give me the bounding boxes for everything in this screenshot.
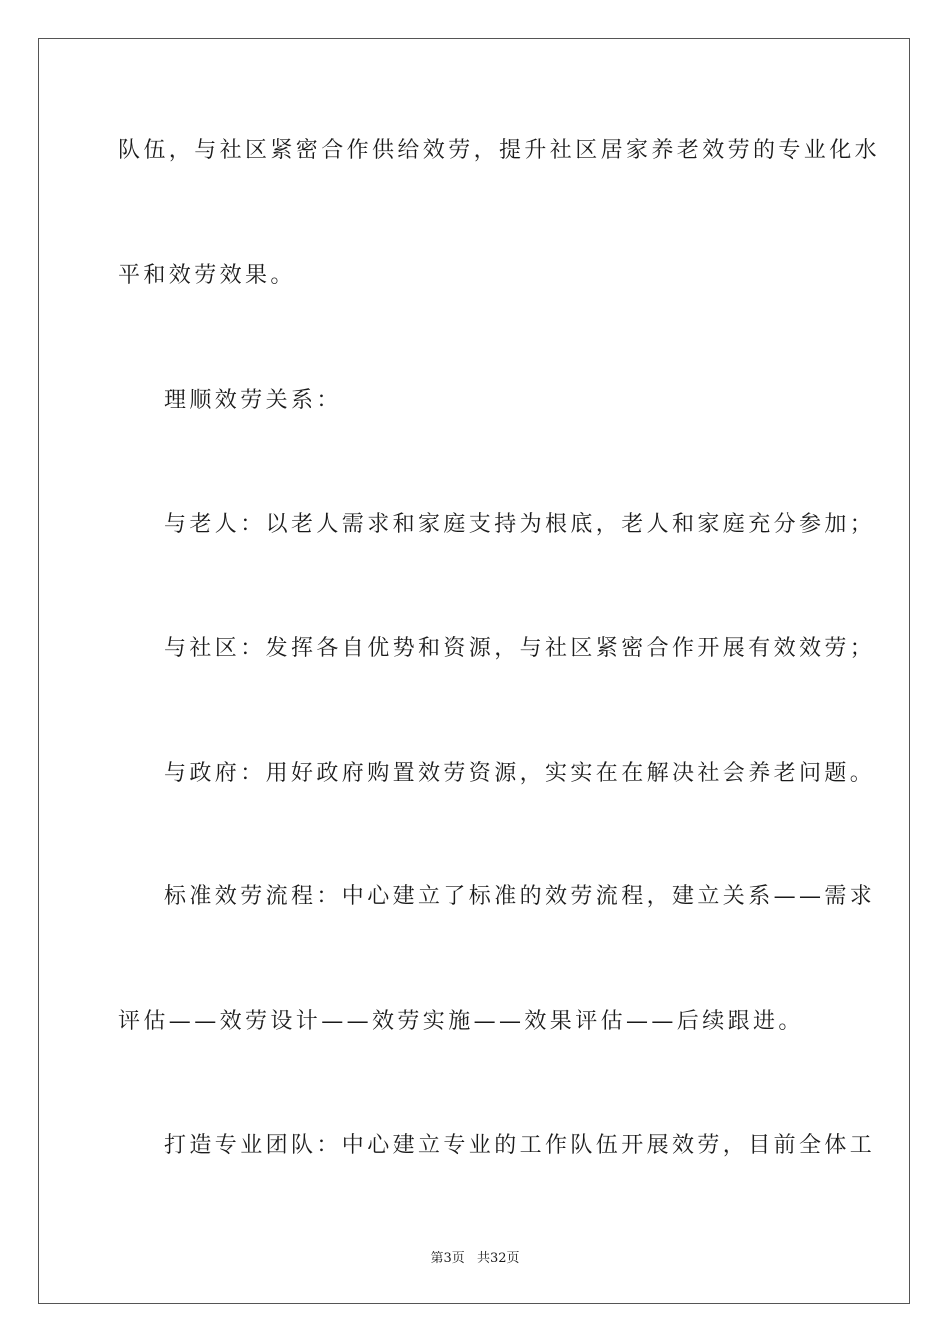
paragraph-line-7: 标准效劳流程：中心建立了标准的效劳流程，建立关系——需求 [164,884,876,909]
page-number: 第3页 [430,1251,465,1266]
paragraph-line-1: 队伍，与社区紧密合作供给效劳，提升社区居家养老效劳的专业化水 [118,138,881,163]
paragraph-line-2: 平和效劳效果。 [118,263,296,288]
paragraph-line-3: 理顺效劳关系： [164,388,342,413]
paragraph-line-5: 与社区：发挥各自优势和资源，与社区紧密合作开展有效效劳； [164,636,876,661]
page-footer [0,1247,950,1266]
paragraph-line-4: 与老人：以老人需求和家庭支持为根底，老人和家庭充分参加； [164,512,876,537]
paragraph-line-6: 与政府：用好政府购置效劳资源，实实在在解决社会养老问题。 [164,761,876,786]
paragraph-line-8: 评估——效劳设计——效劳实施——效果评估——后续跟进。 [118,1009,804,1034]
page-frame [38,38,910,1304]
paragraph-line-9: 打造专业团队：中心建立专业的工作队伍开展效劳，目前全体工 [164,1133,876,1158]
page-total: 共32页 [476,1251,520,1266]
